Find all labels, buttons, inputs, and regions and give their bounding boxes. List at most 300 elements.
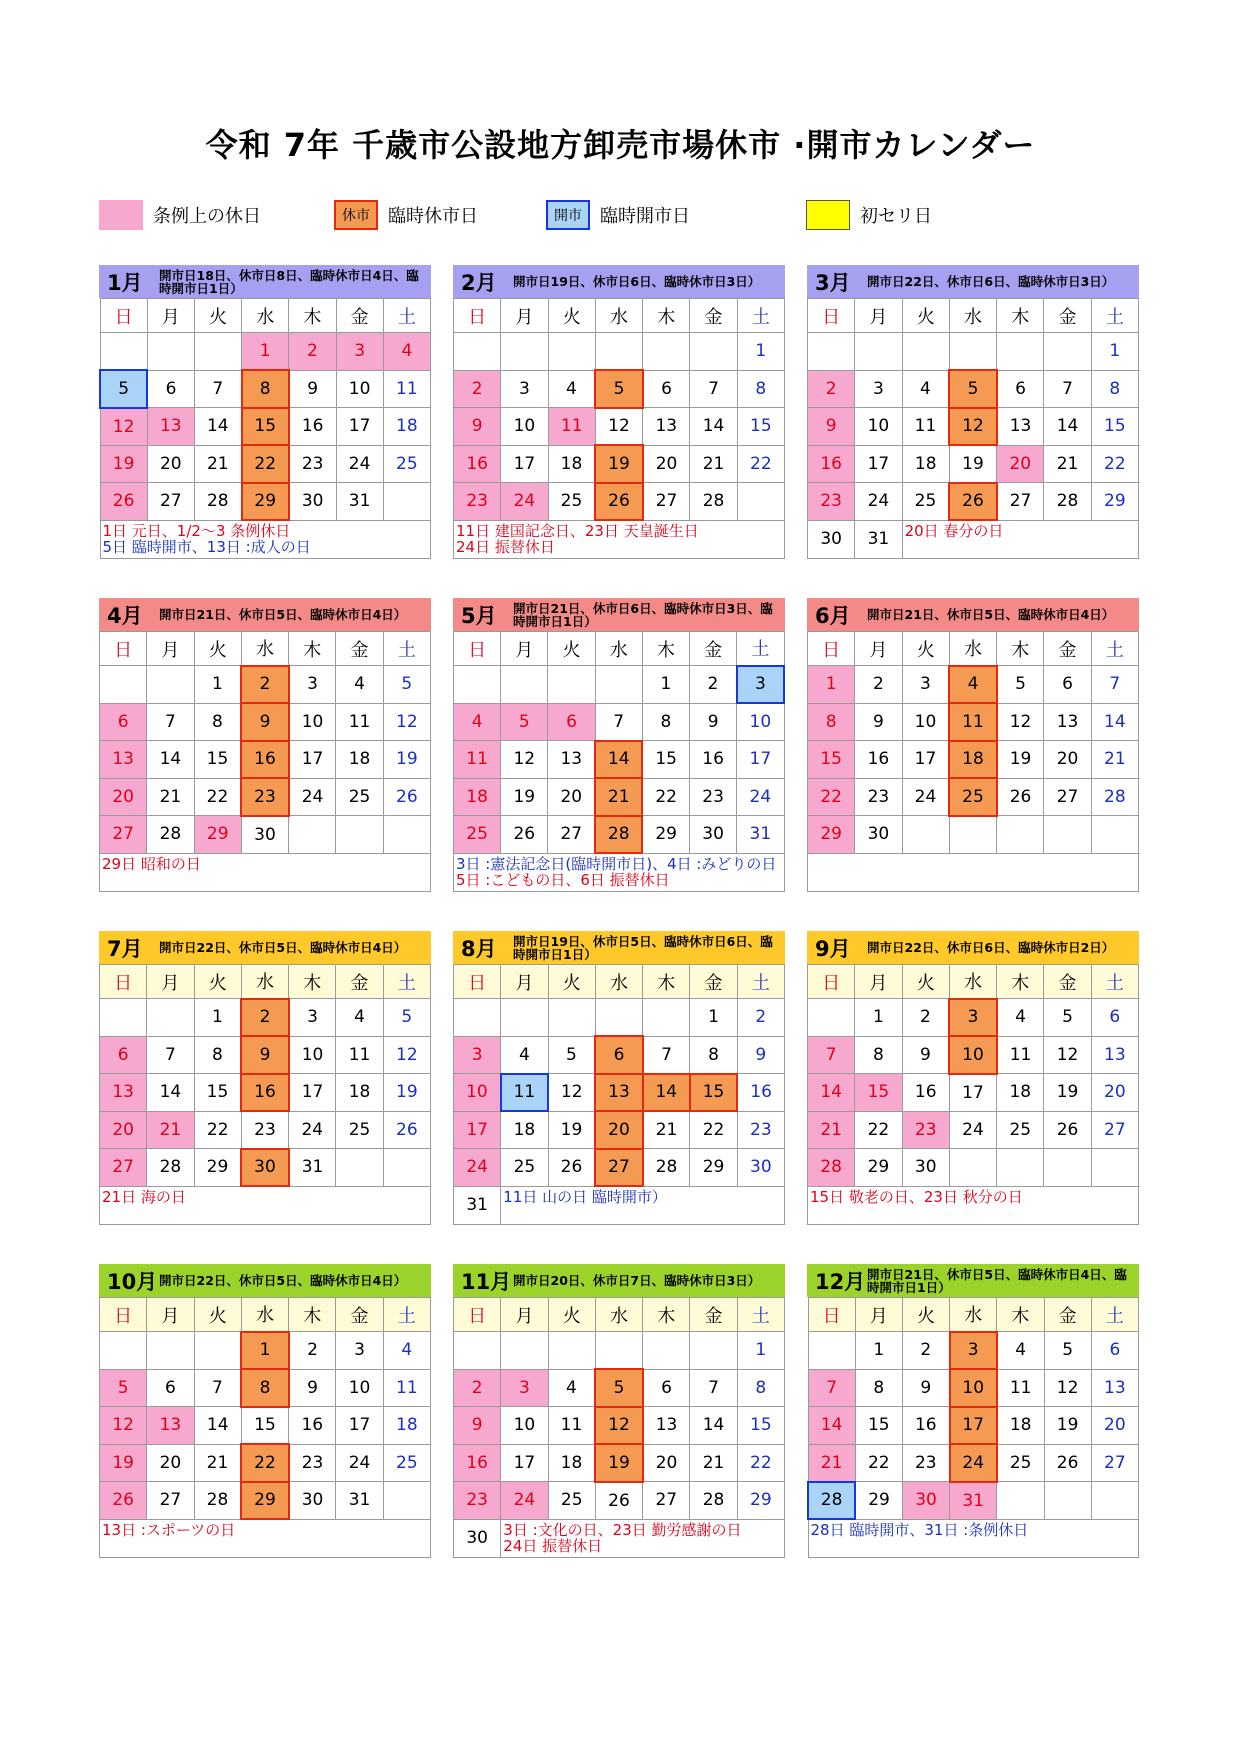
day-cell: 4 — [501, 1036, 548, 1074]
day-cell: 19 — [100, 1444, 147, 1482]
day-cell: 14 — [690, 408, 737, 446]
day-cell: 14 — [643, 1074, 690, 1112]
day-cell: 15 — [241, 1407, 288, 1445]
day-cell: 17 — [289, 741, 336, 779]
day-cell: 24 — [950, 1444, 997, 1482]
day-cell: 18 — [949, 741, 996, 779]
day-cell: 5 — [100, 1369, 147, 1407]
weekday-header: 日 — [808, 299, 855, 333]
day-cell: 10 — [950, 1369, 997, 1407]
day-cell: 27 — [643, 483, 690, 521]
day-cell: 3 — [336, 333, 383, 371]
month-10 — [99, 1264, 431, 1558]
day-cell: 2 — [902, 999, 949, 1037]
legend-label: 臨時休市日 — [388, 206, 478, 227]
day-cell: 16 — [902, 1407, 949, 1445]
empty-cell — [1091, 1482, 1138, 1520]
weekday-header: 日 — [454, 1298, 501, 1332]
day-cell: 26 — [100, 1482, 147, 1520]
day-cell: 22 — [855, 1111, 902, 1149]
day-cell: 7 — [147, 703, 194, 741]
day-cell: 21 — [808, 1111, 855, 1149]
day-cell: 4 — [949, 666, 996, 704]
day-cell: 7 — [643, 1036, 690, 1074]
day-cell: 1 — [855, 1332, 902, 1370]
empty-cell — [643, 1332, 690, 1370]
day-cell: 17 — [289, 1074, 336, 1112]
weekday-header: 水 — [242, 299, 289, 333]
day-cell: 17 — [855, 445, 902, 483]
weekday-header: 土 — [737, 632, 784, 666]
day-cell: 12 — [100, 408, 147, 446]
month-1 — [99, 265, 431, 559]
day-cell: 22 — [1091, 445, 1138, 483]
day-cell: 5 — [1044, 1332, 1091, 1370]
day-cell: 23 — [454, 1482, 501, 1520]
day-cell: 3 — [902, 666, 949, 704]
day-cell: 4 — [902, 370, 949, 408]
day-cell: 22 — [737, 1444, 784, 1482]
day-cell: 29 — [241, 1482, 288, 1520]
month-name: 3月 — [815, 270, 851, 295]
day-cell: 18 — [997, 1074, 1044, 1112]
empty-cell — [1044, 1482, 1091, 1520]
day-cell: 13 — [147, 1407, 194, 1445]
month-header — [453, 931, 785, 964]
day-cell: 28 — [690, 1482, 737, 1520]
weekday-header: 土 — [383, 965, 430, 999]
day-cell: 28 — [1044, 483, 1091, 521]
day-cell: 3 — [501, 370, 548, 408]
day-cell: 11 — [902, 408, 949, 446]
day-cell: 21 — [194, 445, 241, 483]
day-cell: 8 — [194, 1036, 241, 1074]
day-cell: 8 — [1091, 370, 1138, 408]
empty-cell — [501, 999, 548, 1037]
day-cell: 12 — [383, 1036, 430, 1074]
day-cell: 7 — [194, 1369, 241, 1407]
day-cell: 30 — [454, 1519, 501, 1557]
month-table — [807, 964, 1139, 1225]
weekday-header: 水 — [595, 965, 642, 999]
weekday-header: 木 — [289, 299, 336, 333]
note-line: 15日 敬老の日、23日 秋分の日 — [810, 1187, 1023, 1206]
legend-pink-swatch — [99, 200, 143, 230]
day-cell: 29 — [1091, 483, 1138, 521]
day-cell: 16 — [855, 741, 902, 779]
day-cell: 2 — [737, 999, 784, 1037]
day-cell: 11 — [949, 703, 996, 741]
day-cell: 17 — [501, 1444, 548, 1482]
day-cell: 2 — [454, 370, 501, 408]
day-cell: 26 — [949, 483, 996, 521]
day-cell: 30 — [808, 520, 855, 558]
empty-cell — [548, 666, 595, 704]
empty-cell — [147, 666, 194, 704]
day-cell: 7 — [194, 370, 241, 408]
day-cell: 6 — [643, 1369, 690, 1407]
day-cell: 25 — [548, 1482, 595, 1520]
weekday-header: 日 — [808, 1298, 855, 1332]
day-cell: 26 — [383, 778, 430, 816]
day-cell: 21 — [643, 1111, 690, 1149]
month-notes — [454, 853, 785, 891]
day-cell: 19 — [949, 445, 996, 483]
note-line: 5日 臨時開市、13日 :成人の日 — [102, 538, 311, 556]
empty-cell — [949, 1149, 996, 1187]
day-cell: 5 — [383, 999, 430, 1037]
day-cell: 18 — [383, 1407, 430, 1445]
day-cell: 12 — [548, 1074, 595, 1112]
legend-temp-closed — [334, 198, 478, 232]
day-cell: 28 — [808, 1149, 855, 1187]
month-table — [807, 298, 1139, 559]
empty-cell — [643, 333, 690, 371]
day-cell: 21 — [147, 1111, 194, 1149]
day-cell: 28 — [147, 816, 194, 854]
day-cell: 31 — [737, 816, 784, 854]
day-cell: 21 — [1044, 445, 1091, 483]
weekday-header: 木 — [997, 965, 1044, 999]
day-cell: 8 — [242, 370, 289, 408]
month-name: 8月 — [461, 936, 497, 961]
month-summary: 開市日21日、休市日5日、臨時休市日4日、臨時開市日1日） — [867, 1266, 1127, 1295]
day-cell: 23 — [241, 778, 288, 816]
day-cell: 4 — [548, 1369, 595, 1407]
day-cell: 3 — [949, 999, 996, 1037]
month-notes — [100, 520, 431, 558]
month-header — [807, 1264, 1139, 1297]
weekday-header: 木 — [289, 632, 336, 666]
legend-orange-swatch: 休市 — [334, 200, 378, 230]
weekday-header: 土 — [737, 299, 784, 333]
day-cell: 24 — [289, 1111, 336, 1149]
day-cell: 5 — [501, 703, 548, 741]
day-cell: 2 — [855, 666, 902, 704]
day-cell: 14 — [808, 1074, 855, 1112]
day-cell: 9 — [289, 370, 336, 408]
day-cell: 29 — [855, 1149, 902, 1187]
empty-cell — [383, 816, 430, 854]
day-cell: 21 — [595, 778, 642, 816]
day-cell: 23 — [690, 778, 737, 816]
month-summary: 開市日19日、休市日5日、臨時休市日6日、臨時開市日1日） — [513, 933, 773, 962]
day-cell: 17 — [949, 1074, 996, 1112]
day-cell: 20 — [147, 1444, 194, 1482]
day-cell: 5 — [383, 666, 430, 704]
weekday-header: 火 — [548, 1298, 595, 1332]
day-cell: 21 — [690, 1444, 737, 1482]
day-cell: 18 — [997, 1407, 1044, 1445]
month-header — [453, 265, 785, 298]
day-cell: 23 — [241, 1111, 288, 1149]
day-cell: 18 — [548, 445, 595, 483]
day-cell: 20 — [997, 445, 1044, 483]
day-cell: 12 — [1044, 1036, 1091, 1074]
empty-cell — [454, 333, 501, 371]
day-cell: 29 — [737, 1482, 784, 1520]
empty-cell — [737, 483, 784, 521]
weekday-header: 水 — [595, 632, 642, 666]
day-cell: 4 — [336, 999, 383, 1037]
day-cell: 12 — [595, 408, 642, 446]
day-cell: 7 — [595, 703, 642, 741]
day-cell: 25 — [997, 1444, 1044, 1482]
month-12 — [807, 1264, 1139, 1558]
empty-cell — [643, 999, 690, 1037]
month-notes — [501, 1186, 785, 1224]
weekday-header: 土 — [1091, 965, 1138, 999]
day-cell: 9 — [289, 1369, 336, 1407]
weekday-header: 土 — [1091, 1298, 1138, 1332]
weekday-header: 金 — [1044, 632, 1091, 666]
day-cell: 13 — [643, 1407, 690, 1445]
day-cell: 11 — [548, 1407, 595, 1445]
legend-first-auction — [806, 198, 932, 232]
month-notes — [100, 1519, 431, 1557]
day-cell: 28 — [1091, 778, 1138, 816]
day-cell: 8 — [808, 703, 855, 741]
month-notes — [100, 1186, 431, 1224]
weekday-header: 木 — [997, 1298, 1044, 1332]
day-cell: 31 — [336, 1482, 383, 1520]
day-cell: 6 — [1091, 999, 1138, 1037]
day-cell: 5 — [997, 666, 1044, 704]
month-header — [807, 265, 1139, 298]
day-cell: 25 — [902, 483, 949, 521]
day-cell: 30 — [855, 816, 902, 854]
weekday-header: 木 — [289, 1298, 336, 1332]
month-notes — [501, 1519, 785, 1557]
day-cell: 27 — [100, 1149, 147, 1187]
month-4 — [99, 598, 431, 892]
day-cell: 24 — [501, 483, 548, 521]
day-cell: 25 — [336, 778, 383, 816]
weekday-header: 金 — [336, 299, 383, 333]
day-cell: 25 — [997, 1111, 1044, 1149]
note-line: 24日 振替休日 — [503, 1536, 603, 1555]
weekday-header: 水 — [595, 299, 642, 333]
day-cell: 31 — [289, 1149, 336, 1187]
empty-cell — [855, 333, 902, 371]
day-cell: 18 — [336, 741, 383, 779]
day-cell: 14 — [808, 1407, 855, 1445]
day-cell: 2 — [454, 1369, 501, 1407]
day-cell: 22 — [241, 1444, 288, 1482]
empty-cell — [808, 333, 855, 371]
day-cell: 22 — [690, 1111, 737, 1149]
day-cell: 28 — [194, 1482, 241, 1520]
month-header — [99, 598, 431, 631]
empty-cell — [949, 816, 996, 854]
day-cell: 20 — [100, 1111, 147, 1149]
day-cell: 25 — [383, 1444, 430, 1482]
day-cell: 20 — [643, 1444, 690, 1482]
day-cell: 8 — [737, 370, 784, 408]
day-cell: 17 — [336, 1407, 383, 1445]
empty-cell — [147, 333, 194, 371]
weekday-header: 土 — [383, 632, 430, 666]
day-cell: 15 — [242, 408, 289, 446]
day-cell: 22 — [642, 778, 689, 816]
day-cell: 16 — [690, 741, 737, 779]
day-cell: 14 — [1044, 408, 1091, 446]
day-cell: 8 — [690, 1036, 737, 1074]
weekday-header: 水 — [241, 965, 288, 999]
day-cell: 30 — [289, 483, 336, 521]
day-cell: 10 — [501, 408, 548, 446]
month-5 — [453, 598, 785, 892]
weekday-header: 月 — [501, 965, 548, 999]
note-line: 24日 振替休日 — [456, 538, 555, 556]
legend-yellow-swatch — [806, 200, 850, 230]
empty-cell — [501, 1332, 548, 1370]
weekday-header: 土 — [1091, 632, 1138, 666]
day-cell: 28 — [643, 1149, 690, 1187]
weekday-header: 火 — [902, 1298, 949, 1332]
day-cell: 4 — [383, 1332, 430, 1370]
day-cell: 20 — [147, 445, 194, 483]
day-cell: 11 — [454, 741, 501, 779]
day-cell: 1 — [642, 666, 689, 704]
month-8 — [453, 931, 785, 1225]
empty-cell — [289, 816, 336, 854]
day-cell: 3 — [289, 666, 336, 704]
day-cell: 29 — [855, 1482, 902, 1520]
day-cell: 15 — [808, 741, 855, 779]
day-cell: 19 — [383, 741, 430, 779]
day-cell: 1 — [737, 1332, 784, 1370]
day-cell: 22 — [194, 778, 241, 816]
day-cell: 30 — [241, 816, 288, 854]
day-cell: 17 — [950, 1407, 997, 1445]
day-cell: 16 — [808, 445, 855, 483]
day-cell: 8 — [194, 703, 241, 741]
day-cell: 11 — [997, 1036, 1044, 1074]
day-cell: 27 — [595, 1149, 642, 1187]
day-cell: 22 — [194, 1111, 241, 1149]
day-cell: 17 — [454, 1111, 501, 1149]
day-cell: 29 — [194, 816, 241, 854]
day-cell: 12 — [100, 1407, 147, 1445]
legend-temp-open — [546, 198, 690, 232]
day-cell: 28 — [808, 1482, 855, 1520]
day-cell: 10 — [336, 1369, 383, 1407]
weekday-header: 火 — [548, 965, 595, 999]
day-cell: 30 — [289, 1482, 336, 1520]
weekday-header: 火 — [548, 299, 595, 333]
day-cell: 27 — [1091, 1111, 1138, 1149]
day-cell: 12 — [501, 741, 548, 779]
note-line: 11日 山の日 臨時開市） — [503, 1188, 667, 1206]
weekday-header: 土 — [737, 1298, 784, 1332]
empty-cell — [501, 333, 548, 371]
day-cell: 20 — [643, 445, 690, 483]
day-cell: 1 — [241, 1332, 288, 1370]
note-line: 3日 :憲法記念日(臨時開市日)、4日 :みどりの日 — [456, 855, 777, 873]
weekday-header: 土 — [383, 299, 430, 333]
day-cell: 19 — [1044, 1407, 1091, 1445]
day-cell: 19 — [501, 778, 548, 816]
day-cell: 3 — [855, 370, 902, 408]
weekday-header: 火 — [902, 299, 949, 333]
day-cell: 8 — [855, 1369, 902, 1407]
empty-cell — [997, 1482, 1044, 1520]
day-cell: 1 — [690, 999, 737, 1037]
day-cell: 15 — [737, 408, 784, 446]
weekday-header: 火 — [194, 965, 241, 999]
day-cell: 19 — [595, 445, 642, 483]
empty-cell — [100, 333, 147, 371]
empty-cell — [548, 333, 595, 371]
day-cell: 11 — [548, 408, 595, 446]
note-line: 13日 :スポーツの日 — [102, 1521, 236, 1539]
month-table — [807, 1297, 1139, 1558]
day-cell: 29 — [194, 1149, 241, 1187]
day-cell: 19 — [1044, 1074, 1091, 1112]
day-cell: 7 — [690, 1369, 737, 1407]
empty-cell — [1091, 1149, 1138, 1187]
day-cell: 29 — [642, 816, 689, 854]
day-cell: 24 — [289, 778, 336, 816]
day-cell: 10 — [289, 703, 336, 741]
day-cell: 15 — [642, 741, 689, 779]
weekday-header: 金 — [336, 965, 383, 999]
day-cell: 28 — [194, 483, 241, 521]
month-summary: 開市日22日、休市日6日、臨時休市日3日） — [867, 274, 1115, 289]
day-cell: 9 — [690, 703, 737, 741]
weekday-header: 日 — [100, 299, 147, 333]
month-name: 12月 — [815, 1269, 866, 1294]
day-cell: 4 — [383, 333, 430, 371]
day-cell: 25 — [949, 778, 996, 816]
empty-cell — [194, 333, 241, 371]
day-cell: 14 — [690, 1407, 737, 1445]
month-9 — [807, 931, 1139, 1225]
empty-cell — [997, 816, 1044, 854]
day-cell: 30 — [737, 1149, 784, 1187]
note-line: 5日 :こどもの日、6日 振替休日 — [456, 871, 670, 889]
day-cell: 18 — [902, 445, 949, 483]
day-cell: 13 — [548, 741, 595, 779]
day-cell: 20 — [1091, 1407, 1138, 1445]
weekday-header: 木 — [997, 299, 1044, 333]
month-summary: 開市日19日、休市日6日、臨時休市日3日） — [513, 274, 761, 289]
day-cell: 12 — [997, 703, 1044, 741]
day-cell: 17 — [336, 408, 383, 446]
day-cell: 4 — [454, 703, 501, 741]
day-cell: 15 — [737, 1407, 784, 1445]
day-cell: 29 — [242, 483, 289, 521]
day-cell: 21 — [808, 1444, 855, 1482]
day-cell: 24 — [454, 1149, 501, 1187]
day-cell: 15 — [690, 1074, 737, 1112]
empty-cell — [902, 816, 949, 854]
month-notes — [902, 520, 1138, 558]
day-cell: 11 — [336, 703, 383, 741]
empty-cell — [548, 1332, 595, 1370]
day-cell: 13 — [1091, 1369, 1138, 1407]
day-cell: 1 — [194, 666, 241, 704]
month-2 — [453, 265, 785, 559]
day-cell: 14 — [147, 1074, 194, 1112]
day-cell: 26 — [548, 1149, 595, 1187]
empty-cell — [501, 666, 548, 704]
month-table — [99, 1297, 431, 1558]
day-cell: 13 — [1091, 1036, 1138, 1074]
day-cell: 1 — [194, 999, 241, 1037]
day-cell: 6 — [100, 703, 147, 741]
